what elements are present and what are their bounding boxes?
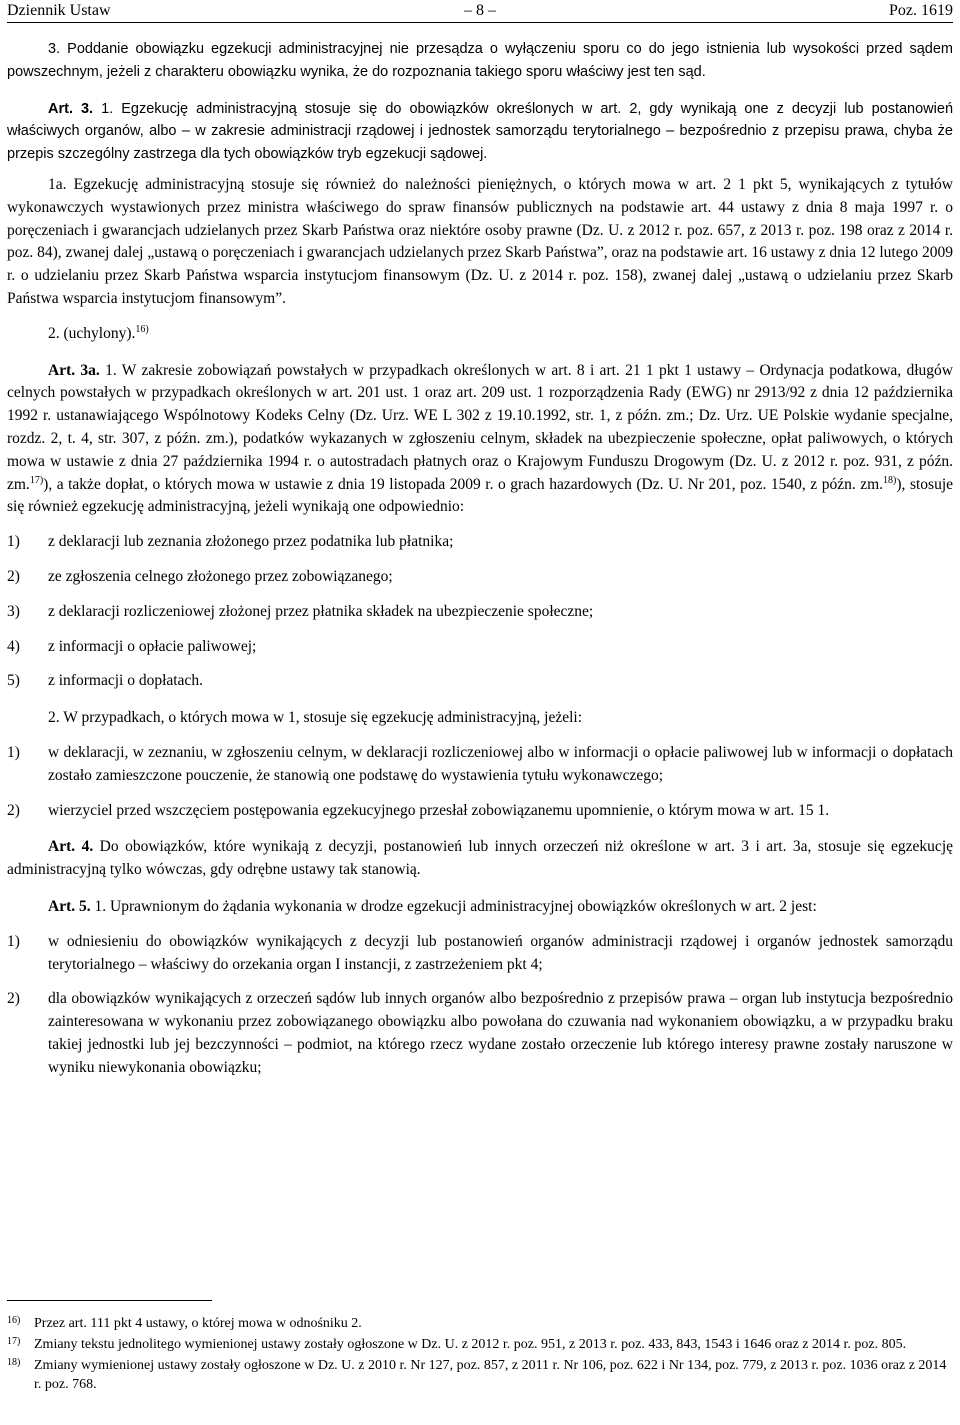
art3a-paragraph-2	[7, 707, 953, 730]
list-item	[7, 601, 953, 624]
list-item-text: z deklaracji rozliczeniowej złożonej przez płatnika składek na ubezpieczenie społeczne;	[48, 602, 594, 620]
article-label: Art. 4.	[48, 838, 94, 856]
list-item-text: ze zgłoszenia celnego złożonego przez zobowiązanego;	[48, 567, 393, 585]
page-number: – 8 –	[464, 2, 496, 19]
list-item-number: 1)	[7, 743, 20, 761]
list-item	[7, 636, 953, 659]
article-label: Art. 5.	[48, 897, 91, 915]
footnote	[7, 1356, 953, 1394]
footnote-text: Przez art. 111 pkt 4 ustawy, o której mowa w odnośniku 2.	[34, 1316, 362, 1331]
list-item	[7, 566, 953, 589]
paragraph-text: 1. Uprawnionym do żądania wykonania w drodze egzekucji administracyjnej obowiązków określonych w art. 2 jest:	[94, 897, 817, 915]
art3	[7, 98, 953, 166]
page-header	[7, 0, 953, 23]
paragraph-label: 1a.	[48, 175, 67, 193]
list-item-number: 2)	[7, 990, 20, 1008]
list-item-text: z deklaracji lub zeznania złożonego przez podatnika lub płatnika;	[48, 533, 454, 551]
footnote-reference: 16)	[135, 323, 149, 335]
list-item-text: z informacji o opłacie paliwowej;	[48, 637, 257, 655]
art5-list	[7, 931, 953, 1080]
paragraph-text: ), a także dopłat, o których mowa w ustawie z dnia 19 listopada 2009 r. o grach hazardowych (Dz. U. Nr 201, poz. 1540, z późn. zm.	[43, 475, 884, 493]
footnote-reference: 17)	[29, 474, 44, 486]
paragraph-label: 1.	[101, 100, 114, 117]
position-number: Poz. 1619	[889, 2, 953, 19]
list-item	[7, 742, 953, 788]
list-item-text: dla obowiązków wynikających z orzeczeń sądów lub innych organów albo bezpośrednio z przepisów prawa – organ lub instytucja bezpośrednio zainteresowana w wykonaniu przez zobowiązanego obowiązku albo powołana do czuwania nad wykonaniem obowiązku, a w przypadku braku takiej jednostki lub jej bezczynności – podmiot, na którego rzecz wydane zostało orzeczenie lub którego interesy prawne zostały naruszone w wyniku niewykonania obowiązku;	[48, 990, 953, 1076]
list-item-text: wierzyciel przed wszczęciem postępowania egzekucyjnego przesłał zobowiązanemu upomnienie, o którym mowa w art. 15 1.	[48, 801, 830, 819]
art3a-paragraph-1	[7, 360, 953, 520]
paragraph-text: Poddanie obowiązku egzekucji administracyjnej nie przesądza o wyłączeniu sporu co do jego istnienia lub wysokości przed sądem powszechnym, jeżeli z charakteru obowiązku wynika, że do rozpoznania takiego sporu właściwy jest ten sąd.	[7, 41, 953, 80]
paragraph-text: ), stosuje się również egzekucję administracyjną, jeżeli wynikają one odpowiednio:	[7, 475, 954, 516]
footnote-separator	[7, 1300, 212, 1301]
art3a-list-1	[7, 531, 953, 693]
footnotes	[7, 1300, 953, 1396]
list-item	[7, 988, 953, 1079]
footnote-number: 16)	[7, 1315, 21, 1326]
art3-paragraph-1a	[7, 174, 953, 311]
list-item	[7, 531, 953, 554]
document-body	[7, 38, 953, 1079]
list-item-text: w odniesieniu do obowiązków wynikających z decyzji lub postanowień organów administracji rządowej i organów jednostek samorządu terytorialnego – właściwy do orzekania organ I instancji, z zastrzeżeniem pkt 4;	[48, 932, 953, 973]
list-item-number: 3)	[7, 602, 20, 620]
paragraph-label: 3.	[48, 41, 61, 57]
footnote-reference: 18)	[883, 474, 897, 486]
footnote-number: 17)	[7, 1336, 21, 1347]
art4	[7, 836, 953, 882]
list-item-number: 5)	[7, 672, 20, 690]
paragraph-text: Do obowiązków, które wynikają z decyzji, postanowień lub innych orzeczeń niż określone w art. 3 i art. 3a, stosuje się egzekucję administracyjną tylko wówczas, gdy odrębne ustawy tak stanowią.	[7, 838, 953, 879]
list-item-number: 1)	[7, 932, 20, 950]
list-item	[7, 670, 953, 693]
list-item-text: z informacji o dopłatach.	[48, 672, 203, 690]
list-item	[7, 800, 953, 823]
art3a-list-2	[7, 742, 953, 822]
article-label: Art. 3a.	[48, 361, 100, 379]
list-item-text: w deklaracji, w zeznaniu, w zgłoszeniu celnym, w deklaracji rozliczeniowej albo w informacji o opłacie paliwowej lub w informacji o dopłatach zostało zamieszczone pouczenie, że stanowią one podstawę do wystawienia tytułu wykonawczego;	[48, 743, 953, 784]
footnote	[7, 1314, 953, 1333]
list-item-number: 4)	[7, 637, 20, 655]
paragraph-text: 2. W przypadkach, o których mowa w 1, stosuje się egzekucję administracyjną, jeżeli:	[48, 709, 583, 727]
art3-paragraph-2	[7, 323, 953, 346]
art3-paragraph-1	[7, 98, 953, 166]
footnote-number: 18)	[7, 1357, 21, 1368]
article-label: Art. 3.	[48, 100, 94, 117]
art5-paragraph-1	[7, 896, 953, 919]
paragraph-text: Egzekucję administracyjną stosuje się do obowiązków określonych w art. 2, gdy wynikają one z decyzji lub postanowień właściwych organów, albo – w zakresie administracji rządowej i jednostek samorządu terytorialnego – bezpośrednio z przepisu prawa, chyba że przepis szczególny zastrzega dla tych obowiązków tryb egzekucji sądowej.	[7, 100, 954, 163]
list-item-number: 1)	[7, 533, 20, 551]
list-item-number: 2)	[7, 567, 20, 585]
footnote	[7, 1335, 953, 1354]
art2-paragraph-3	[7, 38, 953, 84]
journal-title: Dziennik Ustaw	[7, 2, 111, 19]
list-item	[7, 931, 953, 977]
footnote-text: Zmiany tekstu jednolitego wymienionej ustawy zostały ogłoszone w Dz. U. z 2012 r. poz. 951, z 2013 r. poz. 433, 843, 1543 i 1646 oraz z 2014 r. poz. 805.	[34, 1337, 907, 1352]
list-item-number: 2)	[7, 801, 20, 819]
paragraph-text: 1. W zakresie zobowiązań powstałych w przypadkach określonych w art. 8 i art. 21 1 pkt 1 ustawy – Ordynacja podatkowa, długów celnych powstałych w przypadkach określonych w art. 201 ust. 1 oraz art. 209 ust. 1 rozporządzenia Rady (EWG) nr 2913/92 z dnia 12 października 1992 r. ustanawiającego Wspólnotowy Kodeks Celny (Dz. Urz. WE L 302 z 19.10.1992, str. 1, z późn. zm.; Dz. Urz. UE Polskie wydanie specjalne, rozdz. 2, t. 4, str. 307, z późn. zm.), podatków wykazanych w zgłoszeniu celnym, składek na ubezpieczenie społeczne, opłat paliwowych, o których mowa w ustawie z dnia 27 października 1994 r. o autostradach płatnych oraz o Krajowym Funduszu Drogowym (Dz. U. z 2012 r. poz. 931, z późn. zm.	[7, 361, 953, 493]
paragraph-text: Egzekucję administracyjną stosuje się również do należności pieniężnych, o których mowa w art. 2 1 pkt 5, wynikających z tytułów wykonawczych wystawionych przez ministra właściwego do spraw finansów publicznych na podstawie art. 44 ustawy z dnia 8 maja 1997 r. o poręczeniach i gwarancjach udzielanych przez Skarb Państwa oraz niektóre osoby prawne (Dz. U. z 2012 r. poz. 657, z 2013 r. poz. 198 oraz z 2014 r. poz. 84), zwanej dalej „ustawą o poręczeniach i gwarancjach udzielanych przez Skarb Państwa”, oraz na podstawie art. 16 ustawy z dnia 12 lutego 2009 r. o udzielaniu przez Skarb Państwa wsparcia instytucjom finansowym (Dz. U. z 2014 r. poz. 158), zwanej dalej „ustawą o udzielaniu przez Skarb Państwa wsparcia instytucjom finansowym”.	[7, 175, 954, 307]
footnote-text: Zmiany wymienionej ustawy zostały ogłoszone w Dz. U. z 2010 r. Nr 127, poz. 857, z 2011 r. Nr 106, poz. 622 i Nr 134, poz. 779, z 2013 r. poz. 1036 oraz z 2014 r. poz. 768.	[34, 1358, 947, 1392]
paragraph-text: 2. (uchylony).	[48, 324, 136, 342]
